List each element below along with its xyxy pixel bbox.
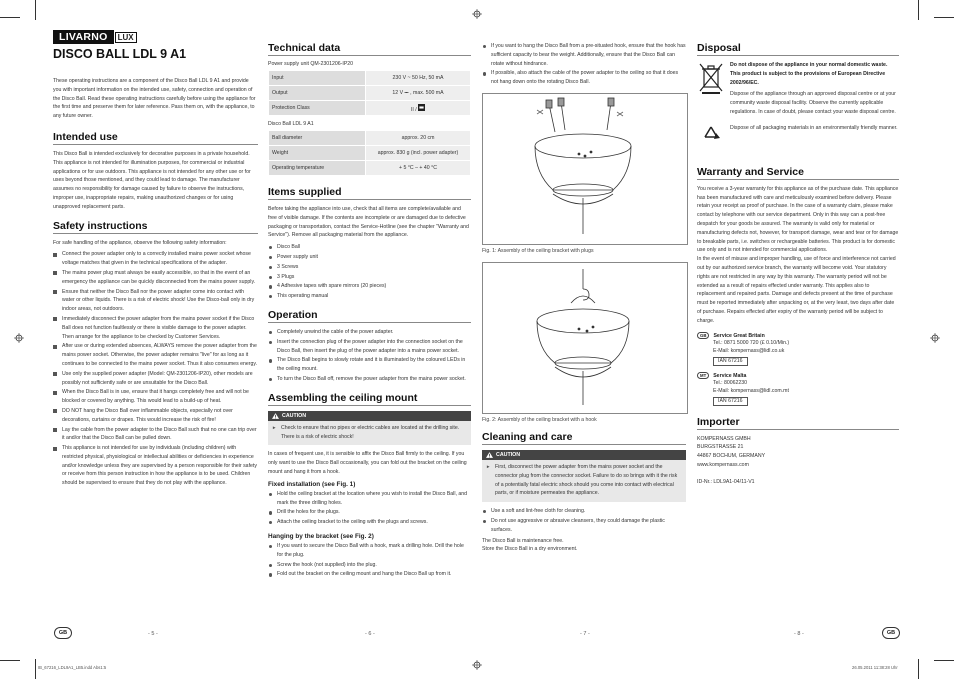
table-cell bbox=[366, 101, 471, 116]
operation-list bbox=[268, 328, 471, 384]
page-number: - 6 - bbox=[365, 631, 375, 637]
list-item: If possible, also attach the cable of the power adapter to the ceiling so that it does not hang down onto the rotating Disco Ball. bbox=[482, 69, 686, 87]
registration-mark-icon bbox=[472, 9, 482, 19]
operation-heading: Operation bbox=[268, 309, 471, 323]
caution-text: ► First, disconnect the power adapter from the mains power socket and the connector plug from the connector socket. Failure to do so brings with it the risk of a potentially fatal electric shock should you come into contact with electrical parts, or if moisture permeates the appliance. bbox=[486, 463, 682, 498]
crop-mark bbox=[934, 17, 954, 18]
list-item: Power supply unit bbox=[268, 253, 471, 262]
technical-data-heading: Technical data bbox=[268, 42, 471, 56]
table-cell: Ball diameter bbox=[269, 131, 366, 146]
warranty-text-continued: In the event of misuse and improper handling, use of force and interference not carried out by our authorized service branch, the warranty will become void. Your statutory rights are not restricted in any way by this warranty. The warranty period will not be extended as a result of repairs effected under warranty. This applies also to replacement and repaired parts. Damage and defects present at the time of purchase must be reported immediately after unpacking or, at the very least, two days after date of purchase. Repairs effected after expiry of the warranty period will be subject to charge. bbox=[697, 256, 896, 324]
safety-heading: Safety instructions bbox=[53, 220, 258, 234]
list-item: Attach the ceiling bracket to the ceiling with the plugs and screws. bbox=[268, 518, 471, 527]
page-5 bbox=[53, 30, 258, 490]
list-item: This appliance is not intended for use by individuals (including children) with restricted physical, physiological or intellectual abilities or deficiencies in experience and/or knowledge unless they are supervised by a person responsible for their safety or receive from this person instruction in how the appliance is to be used. Children should be supervised to ensure that they do not play with the appliance. bbox=[53, 444, 258, 488]
table-cell: Weight bbox=[269, 146, 366, 161]
caution-text: ► Check to ensure that no pipes or electric cables are located at the drilling site. There is a risk of electric shock! bbox=[272, 424, 467, 442]
service-mt bbox=[697, 372, 899, 406]
mount-text: In cases of frequent use, it is sensible to affix the Disco Ball firmly to the ceiling. If you only want to use the Disco Ball occasionally, you can fold out the bracket on the ceiling mount and hang it from a hook. bbox=[268, 451, 467, 475]
list-item: If you want to secure the Disco Ball with a hook, mark a drilling hole. Drill the hole for the plug. bbox=[268, 542, 471, 560]
recycle-icon bbox=[697, 124, 725, 146]
warranty-text: You receive a 3-year warranty for this appliance as of the purchase date. This appliance has been manufactured with care and meticulously examined before delivery. Please retain your receipt as proof of purchase. In the case of a warranty claim, please make contact by telephone with our service department. Only in this way can a post-free despatch for your goods be assured. The warranty is valid only for material or manufacturing defects not, however, for transport damage, wear and tear or for damage to breakable parts, i.e. switches or rechargeable batteries. This product is for domestic use only and is not intended for commercial applications. bbox=[697, 185, 899, 254]
psu-table bbox=[268, 70, 471, 116]
caution-label: CAUTION bbox=[496, 451, 521, 458]
ian-box: IAN 67216 bbox=[713, 357, 748, 366]
page-number: - 5 - bbox=[148, 631, 158, 637]
list-item: Ensure that neither the Disco Ball nor the power adapter come into contact with water or other liquids. There is a risk of electric shock! Use the Disco-ball only in dry indoor areas, not outdoors. bbox=[53, 288, 258, 314]
registration-mark-icon bbox=[930, 333, 940, 343]
protection-class-text: II / bbox=[410, 106, 419, 113]
table-cell: 230 V ~ 50 Hz, 50 mA bbox=[366, 71, 471, 86]
service-mail[interactable]: E-Mail: kompernass@lidl.com.mt bbox=[713, 388, 789, 395]
page-title: DISCO BALL LDL 9 A1 bbox=[53, 47, 187, 61]
ceiling-bracket-plugs-illustration bbox=[483, 94, 687, 244]
service-name: Service Malta bbox=[713, 372, 747, 379]
caution-box bbox=[268, 411, 471, 446]
service-name: Service Great Britain bbox=[713, 332, 765, 339]
disposal-block bbox=[697, 61, 899, 120]
caution-label: CAUTION bbox=[282, 412, 307, 419]
registration-mark-icon bbox=[472, 660, 482, 670]
fixed-installation-heading: Fixed installation (see Fig. 1) bbox=[268, 480, 356, 488]
list-item: Use a soft and lint-free cloth for cleaning. bbox=[482, 507, 686, 516]
list-item: Fold out the bracket on the ceiling mount and hang the Disco Ball up from it. bbox=[268, 570, 471, 579]
cleaning-list bbox=[482, 507, 686, 534]
importer-heading: Importer bbox=[697, 416, 899, 430]
print-slug-right: 26.05.2011 11:38:28 Uhr bbox=[852, 665, 898, 670]
items-supplied-heading: Items supplied bbox=[268, 186, 471, 200]
service-tel: Tel.: 80062230 bbox=[713, 379, 748, 386]
list-item: Drill the holes for the plugs. bbox=[268, 508, 471, 517]
list-item: Do not use aggressive or abrasive cleansers, they could damage the plastic surfaces. bbox=[482, 517, 686, 535]
packaging-block bbox=[697, 124, 899, 146]
country-badge: MT bbox=[697, 372, 709, 379]
crop-mark bbox=[0, 660, 20, 661]
crop-mark bbox=[0, 17, 20, 18]
list-item: Connect the power adapter only to a correctly installed mains power socket whose voltage matches that given in the technical specifications of the adapter. bbox=[53, 250, 258, 268]
service-tel: Tel.: 0871 5000 720 (£ 0.10/Min.) bbox=[713, 339, 790, 346]
list-item: Screw the hook (not supplied) into the plug. bbox=[268, 561, 471, 570]
list-item: Completely unwind the cable of the power adapter. bbox=[268, 328, 471, 337]
ian-box: IAN 67216 bbox=[713, 397, 748, 406]
hanging-list-continued bbox=[482, 42, 686, 87]
ceiling-bracket-hook-illustration bbox=[483, 263, 687, 413]
list-item: Hold the ceiling bracket at the location where you wish to install the Disco Ball, and mark the three drilling holes. bbox=[268, 490, 471, 508]
list-item: 3 Plugs bbox=[268, 273, 471, 282]
list-item: Immediately disconnect the power adapter from the mains power socket if the Disco Ball does not function faultlessly or there is visible damage to the power adapter. Then arrange for the appliance to be checked by Customer Services. bbox=[53, 315, 258, 341]
warning-icon bbox=[486, 452, 493, 458]
page-7 bbox=[482, 42, 686, 557]
list-item: Lay the cable from the power adapter to the Disco Ball such that no one can trip over it and/or that the Disco Ball can be pulled down. bbox=[53, 426, 258, 444]
list-item: 4 Adhesive tapes with spare mirrors (20 pieces) bbox=[268, 282, 471, 291]
mount-heading: Assembling the ceiling mount bbox=[268, 392, 471, 406]
crop-mark bbox=[918, 659, 919, 679]
id-number: ID-Nr.: LDL9A1-04/11-V1 bbox=[697, 478, 755, 485]
table-cell: + 5 °C – + 40 °C bbox=[366, 161, 471, 176]
list-item: The mains power plug must always be easily accessible, so that in the event of an emergency the appliance can be quickly disconnected from the mains power supply. bbox=[53, 269, 258, 287]
language-badge: GB bbox=[54, 627, 72, 639]
list-item: DO NOT hang the Disco Ball over inflammable objects, especially not over decorations, curtains or drapes. This would increase the risk of fire! bbox=[53, 407, 258, 425]
table-row bbox=[269, 71, 471, 86]
ball-table bbox=[268, 130, 471, 176]
ball-label: Disco Ball LDL 9 A1 bbox=[268, 121, 314, 127]
disposal-text: Dispose of the appliance through an approved disposal centre or at your community waste disposal facility. Observe the currently applicable regulations. In case of doubt, please contact your waste disposal centre. bbox=[730, 91, 896, 115]
caution-box bbox=[482, 450, 686, 502]
print-slug-left: IB_67216_LDL9A1_LB5.indd Abs1:5 bbox=[38, 665, 107, 670]
table-row bbox=[269, 131, 471, 146]
figure-1 bbox=[482, 93, 688, 245]
disposal-heading: Disposal bbox=[697, 42, 899, 56]
figure-2 bbox=[482, 262, 688, 414]
list-item: Insert the connection plug of the power adapter into the connection socket on the Disco Ball, then insert the plug of the power adapter into a mains power socket. bbox=[268, 338, 471, 356]
list-item: If you want to hang the Disco Ball from a pre-situated hook, ensure that the hook has sufficient capacity to bear the weight. Additionally, ensure that the Disco Ball can rotate without hindrance. bbox=[482, 42, 686, 68]
list-item: Use only the supplied power adapter (Model: QM-2301206-IP20), other models are possibly not sufficiently safe or are unsuitable for the Disco Ball. bbox=[53, 370, 258, 388]
crop-mark bbox=[35, 659, 36, 679]
table-cell: Protection Class bbox=[269, 101, 366, 116]
list-item: This operating manual bbox=[268, 292, 471, 301]
crossed-bin-icon bbox=[697, 61, 725, 95]
service-gb bbox=[697, 332, 899, 366]
packaging-text: Dispose of all packaging materials in an environmentally friendly manner. bbox=[730, 124, 898, 131]
service-mail[interactable]: E-Mail: kompernass@lidl.co.uk bbox=[713, 348, 785, 355]
importer-website[interactable]: www.kompernass.com bbox=[697, 461, 749, 468]
table-cell: Operating temperature bbox=[269, 161, 366, 176]
cleaning-heading: Cleaning and care bbox=[482, 431, 686, 445]
hanging-heading: Hanging by the bracket (see Fig. 2) bbox=[268, 532, 374, 540]
importer-line: KOMPERNASS GMBH bbox=[697, 435, 751, 442]
table-row bbox=[269, 161, 471, 176]
list-item: To turn the Disco Ball off, remove the power adapter from the mains power socket. bbox=[268, 375, 471, 384]
table-row bbox=[269, 86, 471, 101]
table-cell: approx. 20 cm bbox=[366, 131, 471, 146]
intended-use-text: This Disco Ball is intended exclusively for decorative purposes in a private household. This appliance is not intended for illumination purposes, for commercial or industrial applications or for use outdoors. This appliance is not intended for any other use or for uses beyond those mentioned, and they could lead to damage. The manufacturer assumes no responsibility for damage caused by failure to observe the instructions, improper use, inappropriate repairs, making unauthorized changes or for using unapproved replacement parts. bbox=[53, 150, 251, 210]
page-8 bbox=[697, 42, 899, 490]
warranty-heading: Warranty and Service bbox=[697, 166, 899, 180]
brand-logo bbox=[53, 30, 258, 44]
warning-icon bbox=[272, 413, 279, 419]
page-number: - 7 - bbox=[580, 631, 590, 637]
page-6 bbox=[268, 42, 471, 581]
items-list bbox=[268, 243, 471, 301]
table-row bbox=[269, 101, 471, 116]
country-badge: GB bbox=[697, 332, 709, 339]
list-item: 3 Screws bbox=[268, 263, 471, 272]
list-item: After use or during extended absences, ALWAYS remove the power adapter from the mains power socket. Otherwise, the power adapter remains "live" for as long as it continues to be connected to the mains power socket. Thus it also consumes energy. bbox=[53, 342, 258, 368]
registration-mark-icon bbox=[14, 333, 24, 343]
figure-1-caption: Fig. 1: Assembly of the ceiling bracket with plugs bbox=[482, 247, 594, 254]
psu-label: Power supply unit QM-2301206-IP20 bbox=[268, 61, 354, 67]
list-item: When the Disco Ball is in use, ensure that it hangs completely free and will not be blocked or covered by anything. This would lead to a build-up of heat. bbox=[53, 388, 258, 406]
importer-line: 44867 BOCHUM, GERMANY bbox=[697, 453, 766, 460]
brand-lux: LUX bbox=[115, 32, 137, 43]
brand-name: LIVARNO bbox=[59, 31, 108, 43]
table-cell: Output bbox=[269, 86, 366, 101]
figure-2-caption: Fig. 2: Assembly of the ceiling bracket with a hook bbox=[482, 416, 597, 423]
table-cell: Input bbox=[269, 71, 366, 86]
intro-text: These operating instructions are a component of the Disco Ball LDL 9 A1 and provide you with important information on the intended use, safety, connection and operation of the Disco Ball. Read these operating instructions carefully before using the appliance for the first time and preserve them for later reference. Pass them on, with the appliance, to any future owner. bbox=[53, 78, 256, 120]
crop-mark bbox=[918, 0, 919, 20]
safety-list bbox=[53, 250, 258, 488]
storage-text: Store the Disco Ball in a dry environment. bbox=[482, 546, 578, 553]
items-intro: Before taking the appliance into use, check that all items are complete/available and free of visible damage. If the contents are incomplete or are damaged due to defective packaging or transportation, contact the Service-Hotline (see the chapter "Warranty and Service"). Remove all packaging material from the appliance. bbox=[268, 206, 469, 239]
safety-intro: For safe handling of the appliance, observe the following safety information: bbox=[53, 239, 227, 246]
list-item: The Disco Ball begins to slowly rotate and it is illuminated by the coloured LEDs in the ceiling mount. bbox=[268, 356, 471, 374]
language-badge: GB bbox=[882, 627, 900, 639]
table-cell: approx. 830 g (incl. power adapter) bbox=[366, 146, 471, 161]
fuse-symbol-icon bbox=[418, 104, 425, 111]
table-row bbox=[269, 146, 471, 161]
crop-mark bbox=[35, 0, 36, 20]
disposal-warning: Do not dispose of the appliance in your normal domestic waste. This product is subject to the provisions of European Directive 2002/96/EC. bbox=[730, 62, 888, 86]
cleaning-text: The Disco Ball is maintenance free. bbox=[482, 537, 564, 544]
page-number: - 8 - bbox=[794, 631, 804, 637]
fixed-list bbox=[268, 490, 471, 527]
table-cell: 12 V ⎓ , max. 500 mA bbox=[366, 86, 471, 101]
importer-line: BURGSTRASSE 21 bbox=[697, 444, 744, 451]
list-item: Disco Ball bbox=[268, 243, 471, 252]
crop-mark bbox=[934, 660, 954, 661]
hanging-list bbox=[268, 542, 471, 579]
intended-use-heading: Intended use bbox=[53, 131, 258, 145]
